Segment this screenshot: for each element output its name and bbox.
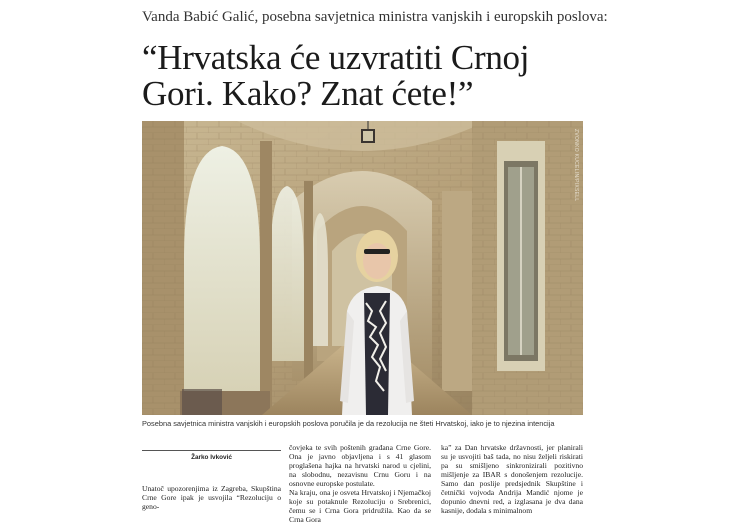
article-kicker: Vanda Babić Galić, posebna savjetnica ministra vanjskih i europskih poslova: bbox=[142, 9, 608, 25]
body-paragraph: Na kraju, ona je osveta Hrvatskoj i Njemačkoj koje su potaknule Rezoluciju o Srebrenici, čemu se i Crna Gora pridružila. Kao da se Crna Gora bbox=[289, 488, 431, 524]
article-photo bbox=[142, 121, 583, 415]
headline-line-2: Gori. Kako? Znat ćete!” bbox=[142, 74, 474, 113]
article-headline bbox=[142, 40, 602, 112]
body-column-2 bbox=[289, 443, 431, 524]
body-column-1 bbox=[142, 484, 281, 511]
photo-illustration bbox=[142, 121, 583, 415]
body-paragraph: čovjeka te svih poštenih građana Crne Gore. Ona je javno objavljena i s 41 glasom proglašena hajka na hrvatski narod u cjelini, na slobodnu, nezavisnu Crnu Goru i na osnovne europske postulate. bbox=[289, 443, 431, 488]
byline-divider bbox=[142, 450, 281, 451]
body-paragraph: Unatoč upozorenjima iz Zagreba, Skupština Crne Gore ipak je usvojila “Rezoluciju o geno- bbox=[142, 484, 281, 511]
author-byline: Žarko Ivković bbox=[191, 454, 232, 461]
photo-credit: ZVONKO KUCELIN/PIXSELL bbox=[573, 129, 579, 202]
photo-caption: Posebna savjetnica ministra vanjskih i europskih poslova poručila je da rezolucija ne šteti Hrvatskoj, iako je to njezina intencija bbox=[142, 419, 555, 428]
headline-line-1: “Hrvatska će uzvratiti Crnoj bbox=[142, 38, 530, 77]
body-column-3 bbox=[441, 443, 583, 515]
body-paragraph: ka” za Dan hrvatske državnosti, jer planirali su je usvojiti baš tada, no nisu željeli riskirati pa su smišljeno sinkronizirali pozitivno mišljenje za IBAR s donošenjem rezolucije. Samo dan poslije predsjednik Skupštine i četnički vojvoda Andrija Mandić njome je dopunio dnevni red, a izglasana je dva dana kasnije, dodala s minimalnom bbox=[441, 443, 583, 515]
